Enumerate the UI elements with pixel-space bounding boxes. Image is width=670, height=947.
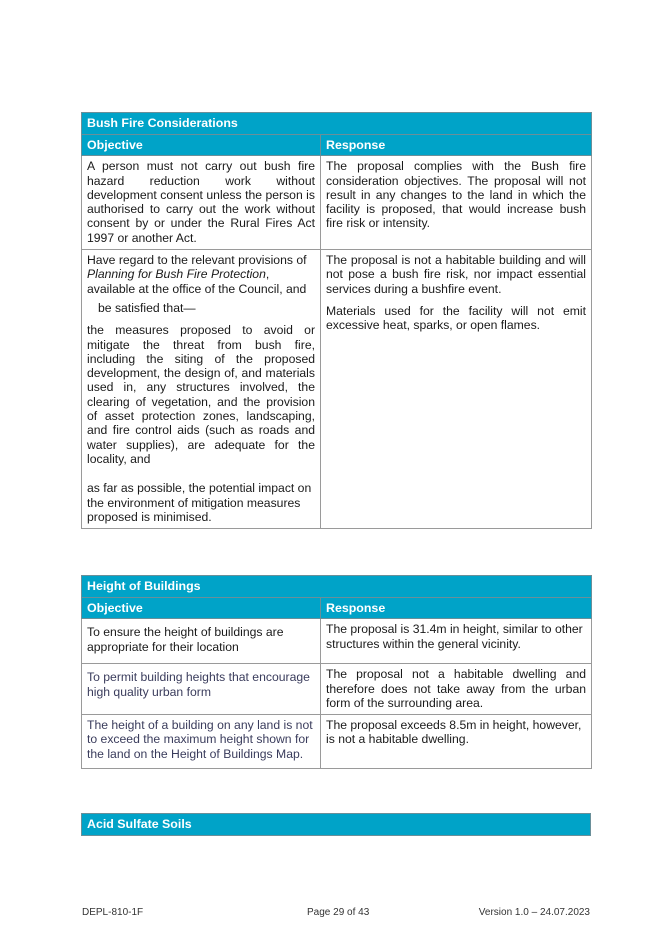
text: be satisfied that— — [98, 300, 196, 315]
response-cell — [321, 250, 592, 529]
text: The proposal is not a habitable building and will not pose a bush fire risk, nor impact essential services during a bushfire event. — [326, 253, 586, 296]
table-title: Acid Sulfate Soils — [82, 814, 591, 836]
text: the measures proposed to avoid or mitigate the threat from bush fire, including the siting of the proposed development, the design of, and materials used in, any structures involved, the clearing of vegetation, and the provision of asset protection zones, landscaping, and fire control aids (such as roads and water supplies), are adequate for the locality, and — [87, 323, 315, 466]
table-title: Height of Buildings — [82, 576, 592, 598]
table-row — [82, 664, 592, 715]
objective-cell — [82, 250, 321, 529]
acid-sulfate-soils-table — [81, 813, 591, 836]
response-cell: The proposal is 31.4m in height, similar to other structures within the general vicinity. — [321, 619, 592, 664]
footer-page-number: Page 29 of 43 — [307, 907, 370, 918]
text: Materials used for the facility will not emit excessive heat, sparks, or open flames. — [326, 303, 586, 333]
bush-fire-table — [81, 112, 592, 529]
text: , available at the office of the Council, and — [87, 267, 307, 296]
objective-cell: The height of a building on any land is not to exceed the maximum height shown for the land on the Height of Buildings Map. — [82, 715, 321, 769]
table-row — [82, 619, 592, 664]
text: Have regard to the relevant provisions of — [87, 253, 307, 268]
text: as far as possible, the potential impact on the environment of mitigation measures proposed is minimised. — [87, 481, 312, 524]
height-of-buildings-table — [81, 575, 592, 769]
objective-cell: To ensure the height of buildings are appropriate for their location — [82, 619, 321, 664]
table-row — [82, 715, 592, 769]
footer-doc-id: DEPL-810-1F — [82, 907, 144, 918]
objective-cell: To permit building heights that encourage high quality urban form — [82, 664, 321, 715]
col-objective: Objective — [82, 598, 321, 619]
table-row — [82, 250, 592, 529]
response-cell: The proposal not a habitable dwelling and therefore does not take away from the urban form of the surrounding area. — [321, 664, 592, 715]
document-reference: Planning for Bush Fire Protection — [87, 267, 266, 282]
objective-cell: A person must not carry out bush fire hazard reduction work without development consent unless the person is authorised to carry out the work without consent by or under the Rural Fires Act 1997 or another Act. — [82, 156, 321, 250]
response-cell: The proposal exceeds 8.5m in height, however, is not a habitable dwelling. — [321, 715, 592, 769]
table-title: Bush Fire Considerations — [82, 113, 592, 135]
table-row — [82, 156, 592, 250]
response-cell: The proposal complies with the Bush fire consideration objectives. The proposal will not result in any changes to the land in which the facility is proposed, that would increase bush fire risk or intensity. — [321, 156, 592, 250]
col-objective: Objective — [82, 135, 321, 156]
col-response: Response — [321, 135, 592, 156]
col-response: Response — [321, 598, 592, 619]
footer-version: Version 1.0 – 24.07.2023 — [478, 907, 590, 918]
